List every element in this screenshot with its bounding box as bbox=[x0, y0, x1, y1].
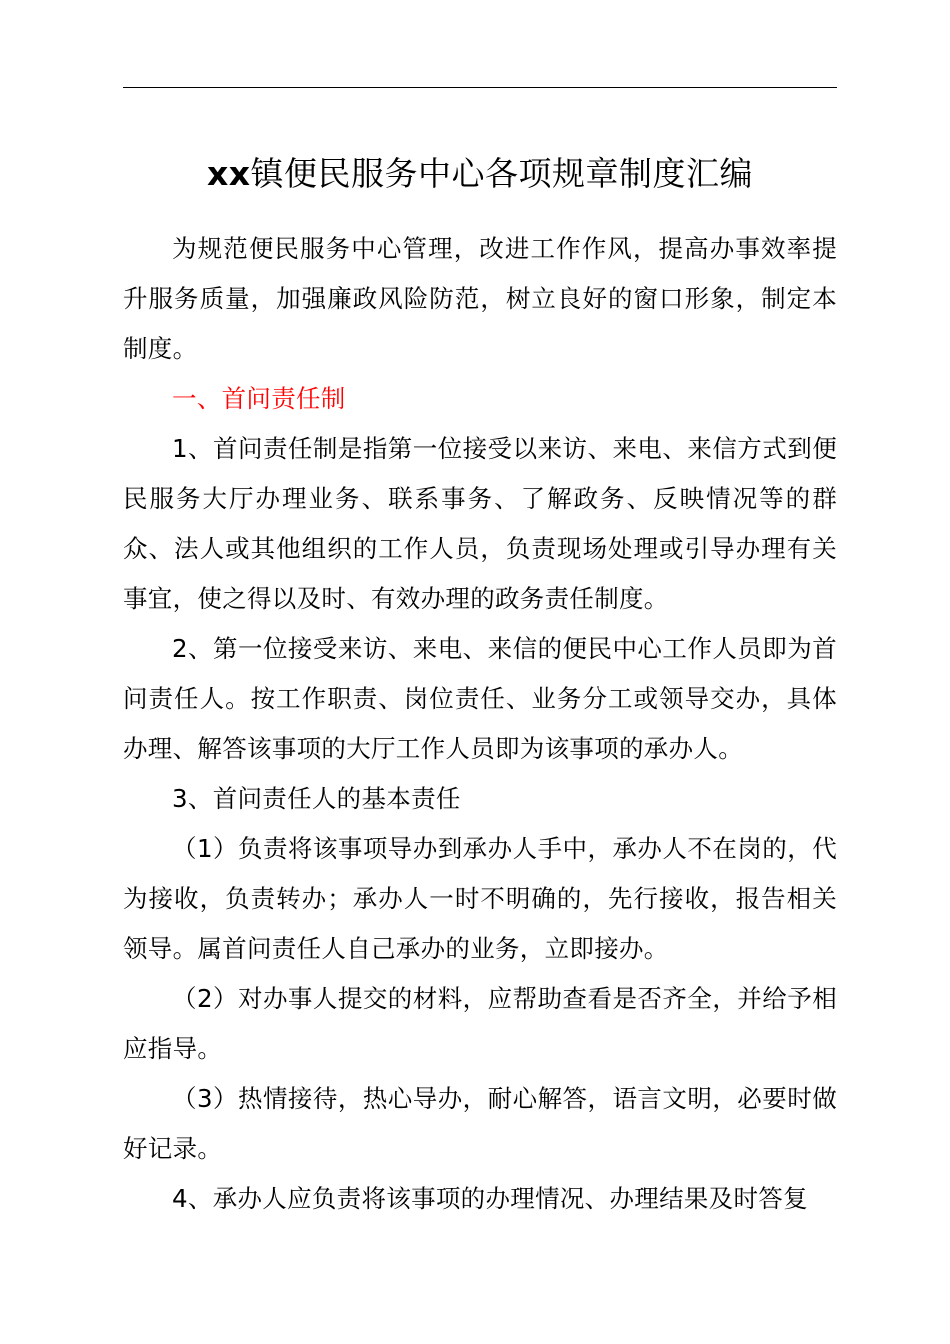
title-prefix: xx bbox=[206, 154, 251, 193]
title-main: 镇便民服务中心各项规章制度汇编 bbox=[250, 154, 754, 193]
document-body bbox=[123, 224, 837, 1224]
clause-1: 1、首问责任制是指第一位接受以来访、来电、来信方式到便民服务大厅办理业务、联系事务、了解政务、反映情况等的群众、法人或其他组织的工作人员，负责现场处理或引导办理有关事宜，使之得以及时、有效办理的政务责任制度。 bbox=[123, 434, 837, 613]
clause-3: 3、首问责任人的基本责任 bbox=[172, 784, 461, 813]
clause-3-2: （2）对办事人提交的材料，应帮助查看是否齐全，并给予相应指导。 bbox=[123, 984, 837, 1063]
intro-paragraph: 为规范便民服务中心管理，改进工作作风，提高办事效率提升服务质量，加强廉政风险防范，树立良好的窗口形象，制定本制度。 bbox=[123, 234, 837, 363]
clause-2: 2、第一位接受来访、来电、来信的便民中心工作人员即为首问责任人。按工作职责、岗位责任、业务分工或领导交办，具体办理、解答该事项的大厅工作人员即为该事项的承办人。 bbox=[123, 634, 837, 763]
section-heading: 一、首问责任制 bbox=[172, 384, 346, 413]
document-title bbox=[123, 150, 837, 198]
header-rule bbox=[123, 87, 837, 88]
clause-3-3: （3）热情接待，热心导办，耐心解答，语言文明，必要时做好记录。 bbox=[123, 1084, 837, 1163]
clause-3-1: （1）负责将该事项导办到承办人手中，承办人不在岗的，代为接收，负责转办；承办人一时不明确的，先行接收，报告相关领导。属首问责任人自己承办的业务，立即接办。 bbox=[123, 834, 837, 963]
clause-4: 4、承办人应负责将该事项的办理情况、办理结果及时答复 bbox=[172, 1184, 808, 1213]
